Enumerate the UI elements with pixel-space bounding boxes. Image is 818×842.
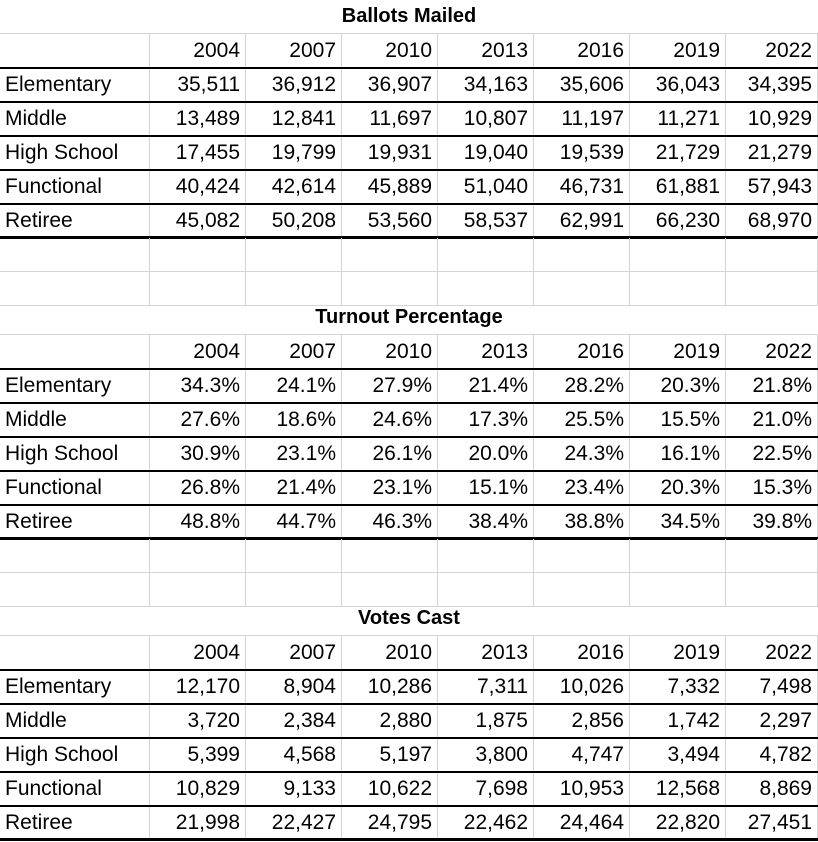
table-border [0,703,818,705]
table-row [0,738,818,772]
row-label-cell[interactable]: Elementary [0,670,150,704]
row-label-cell[interactable]: High School [0,437,150,471]
table-row [0,772,818,806]
value-cell[interactable]: 17,455 [150,136,246,170]
value-cell[interactable]: 5,197 [342,738,438,772]
empty-cell[interactable] [630,238,726,272]
value-cell[interactable]: 7,498 [726,670,818,704]
value-cell[interactable]: 34.5% [630,505,726,539]
value-cell[interactable]: 10,829 [150,772,246,806]
table-border [0,203,818,205]
value-cell[interactable]: 4,782 [726,738,818,772]
table-title: Ballots Mailed [0,0,818,34]
value-cell[interactable]: 22.5% [726,437,818,471]
table-title-row [0,602,818,636]
year-header-cell[interactable]: 2010 [342,34,438,68]
empty-cell[interactable] [726,238,818,272]
year-header-row [0,636,818,670]
value-cell[interactable]: 24.6% [342,403,438,437]
value-cell[interactable]: 9,133 [246,772,342,806]
value-cell[interactable]: 24,464 [534,806,630,840]
year-header-cell[interactable]: 2010 [342,636,438,670]
row-label-cell[interactable]: Elementary [0,369,150,403]
row-label-cell[interactable]: Retiree [0,505,150,539]
value-cell[interactable]: 30.9% [150,437,246,471]
value-cell[interactable]: 44.7% [246,505,342,539]
empty-cell[interactable] [630,539,726,573]
value-cell[interactable]: 22,462 [438,806,534,840]
value-cell[interactable]: 38.4% [438,505,534,539]
value-cell[interactable]: 48.8% [150,505,246,539]
value-cell[interactable]: 39.8% [726,505,818,539]
empty-cell[interactable] [246,539,342,573]
year-header-cell[interactable]: 2013 [438,34,534,68]
value-cell[interactable]: 10,929 [726,102,818,136]
value-cell[interactable]: 24,795 [342,806,438,840]
value-cell[interactable]: 16.1% [630,437,726,471]
value-cell[interactable]: 7,332 [630,670,726,704]
value-cell[interactable]: 35,511 [150,68,246,102]
year-header-cell[interactable]: 2004 [150,636,246,670]
table-title-row [0,301,818,335]
empty-cell[interactable] [726,539,818,573]
value-cell[interactable]: 10,953 [534,772,630,806]
value-cell[interactable]: 23.4% [534,471,630,505]
table-row [0,437,818,471]
table-row [0,369,818,403]
value-cell[interactable]: 24.3% [534,437,630,471]
value-cell[interactable]: 58,537 [438,204,534,238]
row-label-cell[interactable]: Middle [0,403,150,437]
table-row [0,102,818,136]
empty-cell[interactable] [150,539,246,573]
value-cell[interactable]: 21.4% [246,471,342,505]
value-cell[interactable]: 35,606 [534,68,630,102]
table-border [0,470,818,472]
row-label-cell[interactable]: Elementary [0,68,150,102]
value-cell[interactable]: 4,568 [246,738,342,772]
table-row [0,670,818,704]
value-cell[interactable]: 11,197 [534,102,630,136]
value-cell[interactable]: 8,904 [246,670,342,704]
value-cell[interactable]: 2,880 [342,704,438,738]
year-header-cell[interactable]: 2022 [726,335,818,369]
year-header-cell[interactable]: 2007 [246,34,342,68]
row-label-cell[interactable]: High School [0,136,150,170]
value-cell[interactable]: 2,856 [534,704,630,738]
value-cell[interactable]: 22,820 [630,806,726,840]
header-corner-cell[interactable] [0,34,150,68]
year-header-cell[interactable]: 2004 [150,34,246,68]
value-cell[interactable]: 34,163 [438,68,534,102]
value-cell[interactable]: 21.4% [438,369,534,403]
value-cell[interactable]: 36,043 [630,68,726,102]
value-cell[interactable]: 11,271 [630,102,726,136]
value-cell[interactable]: 23.1% [246,437,342,471]
year-header-cell[interactable]: 2007 [246,335,342,369]
value-cell[interactable]: 21,998 [150,806,246,840]
year-header-cell[interactable]: 2022 [726,636,818,670]
value-cell[interactable]: 42,614 [246,170,342,204]
value-cell[interactable]: 18.6% [246,403,342,437]
table-title: Votes Cast [0,602,818,636]
table-border [0,101,818,103]
row-label-cell[interactable]: Retiree [0,204,150,238]
table-row [0,68,818,102]
table-border [0,771,818,773]
value-cell[interactable]: 51,040 [438,170,534,204]
value-cell[interactable]: 68,970 [726,204,818,238]
value-cell[interactable]: 27.9% [342,369,438,403]
value-cell[interactable]: 27.6% [150,403,246,437]
value-cell[interactable]: 28.2% [534,369,630,403]
table-border [0,368,818,370]
value-cell[interactable]: 5,399 [150,738,246,772]
table-border [0,504,818,506]
table-title: Turnout Percentage [0,301,818,335]
value-cell[interactable]: 38.8% [534,505,630,539]
year-header-cell[interactable]: 2022 [726,34,818,68]
table-title-row [0,0,818,34]
value-cell[interactable]: 10,807 [438,102,534,136]
year-header-cell[interactable]: 2007 [246,636,342,670]
table-row [0,505,818,539]
value-cell[interactable]: 34.3% [150,369,246,403]
value-cell[interactable]: 8,869 [726,772,818,806]
value-cell[interactable]: 40,424 [150,170,246,204]
value-cell[interactable]: 2,297 [726,704,818,738]
value-cell[interactable]: 4,747 [534,738,630,772]
value-cell[interactable]: 12,841 [246,102,342,136]
value-cell[interactable]: 27,451 [726,806,818,840]
value-cell[interactable]: 21.0% [726,403,818,437]
value-cell[interactable]: 11,697 [342,102,438,136]
table-border [0,838,818,841]
year-header-cell[interactable]: 2013 [438,636,534,670]
value-cell[interactable]: 3,494 [630,738,726,772]
table-border [0,402,818,404]
year-header-cell[interactable]: 2010 [342,335,438,369]
year-header-cell[interactable]: 2019 [630,34,726,68]
year-header-cell[interactable]: 2016 [534,335,630,369]
year-header-cell[interactable]: 2016 [534,636,630,670]
value-cell[interactable]: 26.8% [150,471,246,505]
table-border [0,135,818,137]
value-cell[interactable]: 20.0% [438,437,534,471]
value-cell[interactable]: 57,943 [726,170,818,204]
header-corner-cell[interactable] [0,636,150,670]
row-label-cell[interactable]: Functional [0,170,150,204]
row-label-cell[interactable]: Middle [0,704,150,738]
value-cell[interactable]: 66,230 [630,204,726,238]
table-row [0,806,818,840]
table-row [0,471,818,505]
value-cell[interactable]: 53,560 [342,204,438,238]
value-cell[interactable]: 21,729 [630,136,726,170]
value-cell[interactable]: 3,800 [438,738,534,772]
value-cell[interactable]: 61,881 [630,170,726,204]
year-header-cell[interactable]: 2019 [630,636,726,670]
table-row [0,204,818,238]
row-label-cell[interactable]: Middle [0,102,150,136]
value-cell[interactable]: 15.1% [438,471,534,505]
value-cell[interactable]: 13,489 [150,102,246,136]
value-cell[interactable]: 24.1% [246,369,342,403]
year-header-row [0,335,818,369]
value-cell[interactable]: 19,040 [438,136,534,170]
value-cell[interactable]: 1,742 [630,704,726,738]
header-corner-cell[interactable] [0,335,150,369]
value-cell[interactable]: 36,912 [246,68,342,102]
value-cell[interactable]: 45,082 [150,204,246,238]
empty-cell[interactable] [342,539,438,573]
value-cell[interactable]: 21.8% [726,369,818,403]
table-border [0,805,818,807]
row-label-cell[interactable]: Retiree [0,806,150,840]
empty-cell[interactable] [0,539,150,573]
value-cell[interactable]: 17.3% [438,403,534,437]
value-cell[interactable]: 12,170 [150,670,246,704]
value-cell[interactable]: 19,539 [534,136,630,170]
value-cell[interactable]: 10,286 [342,670,438,704]
value-cell[interactable]: 15.5% [630,403,726,437]
value-cell[interactable]: 20.3% [630,369,726,403]
table-row [0,704,818,738]
row-label-cell[interactable]: High School [0,738,150,772]
table-border [0,67,818,69]
value-cell[interactable]: 22,427 [246,806,342,840]
empty-cell[interactable] [438,238,534,272]
empty-cell[interactable] [534,238,630,272]
table-border [0,737,818,739]
value-cell[interactable]: 10,026 [534,670,630,704]
value-cell[interactable]: 2,384 [246,704,342,738]
value-cell[interactable]: 19,931 [342,136,438,170]
value-cell[interactable]: 19,799 [246,136,342,170]
table-border [0,169,818,171]
table-row [0,136,818,170]
value-cell[interactable]: 21,279 [726,136,818,170]
empty-cell[interactable] [534,539,630,573]
year-header-cell[interactable]: 2013 [438,335,534,369]
empty-cell[interactable] [246,238,342,272]
value-cell[interactable]: 10,622 [342,772,438,806]
empty-cell[interactable] [438,539,534,573]
value-cell[interactable]: 26.1% [342,437,438,471]
value-cell[interactable]: 62,991 [534,204,630,238]
year-header-cell[interactable]: 2019 [630,335,726,369]
value-cell[interactable]: 50,208 [246,204,342,238]
value-cell[interactable]: 45,889 [342,170,438,204]
value-cell[interactable]: 46.3% [342,505,438,539]
value-cell[interactable]: 20.3% [630,471,726,505]
row-label-cell[interactable]: Functional [0,471,150,505]
year-header-cell[interactable]: 2016 [534,34,630,68]
row-label-cell[interactable]: Functional [0,772,150,806]
table-border [0,436,818,438]
value-cell[interactable]: 36,907 [342,68,438,102]
empty-cell[interactable] [150,238,246,272]
table-row [0,403,818,437]
empty-row [0,238,818,272]
value-cell[interactable]: 3,720 [150,704,246,738]
value-cell[interactable]: 15.3% [726,471,818,505]
empty-cell[interactable] [0,238,150,272]
value-cell[interactable]: 7,311 [438,670,534,704]
value-cell[interactable]: 34,395 [726,68,818,102]
value-cell[interactable]: 23.1% [342,471,438,505]
empty-row [0,539,818,573]
table-row [0,170,818,204]
value-cell[interactable]: 12,568 [630,772,726,806]
year-header-cell[interactable]: 2004 [150,335,246,369]
value-cell[interactable]: 25.5% [534,403,630,437]
table-border [0,669,818,671]
empty-cell[interactable] [342,238,438,272]
year-header-row [0,34,818,68]
value-cell[interactable]: 46,731 [534,170,630,204]
value-cell[interactable]: 1,875 [438,704,534,738]
value-cell[interactable]: 7,698 [438,772,534,806]
